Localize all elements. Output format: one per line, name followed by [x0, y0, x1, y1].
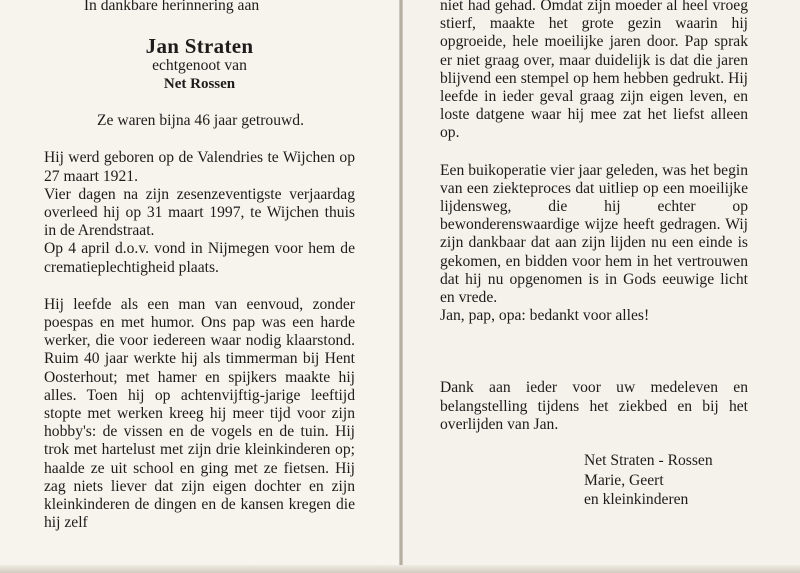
signature-line: Net Straten - Rossen: [584, 452, 713, 470]
right-page: [403, 0, 800, 573]
deceased-name: Jan Straten: [145, 34, 254, 59]
card-bottom-edge: [0, 565, 800, 573]
life-paragraph: Hij leefde als een man van eenvoud, zonder poespas en met humor. Ons pap was een harde werker, die voor iedereen waar nodig klaarstond. Ruim 40 jaar werkte hij als timmerman bij Hent Oosterhout; met hamer en spijkers maakte hij alles. Toen hij op achtenvijftig-jarige leeftijd stopte met werken kreeg hij meer tijd voor zijn hobby's: de vissen en de vogels en de tuin. Hij trok met hartelust met zijn drie kleinkinderen op; haalde ze uit school en ging met ze fietsen. Hij zag niets liever dat zijn eigen dochter en zijn kleinkinderen de dingen en de kansen kregen die hij zelf: [44, 295, 355, 532]
married-duration: Ze waren bijna 46 jaar getrouwd.: [97, 112, 304, 130]
right-page-content: [440, 0, 748, 510]
birth-paragraph: Hij werd geboren op de Valendries te Wijchen op 27 maart 1921.: [44, 149, 355, 185]
farewell-line: Jan, pap, opa: bedankt voor alles!: [440, 307, 650, 325]
signatures: [584, 451, 748, 510]
spouse-name: Net Rossen: [163, 76, 236, 93]
left-page: [0, 0, 399, 573]
intro-line: In dankbare herinnering aan: [83, 0, 260, 14]
continuation-paragraph: niet had gehad. Omdat zijn moeder al heel vroeg stierf, maakte het grote gezin waarin hij opgroeide, hele moeilijke jaren door. Pap sprak er niet graag over, maar duidelijk is dat die jaren blijvend een stempel op hem hebben gedrukt. Hij leefde in ieder geval graag zijn eigen leven, en loste datgene waar hij mee zat het liefst alleen op.: [440, 0, 748, 142]
death-paragraph: Vier dagen na zijn zesenzeventigste verjaardag overleed hij op 31 maart 1997, te Wijchen thuis in de Arendstraat.: [44, 185, 355, 240]
left-page-content: [44, 0, 355, 532]
spouse-intro: echtgenoot van: [152, 57, 247, 75]
thanks-paragraph: Dank aan ieder voor uw medeleven en belangstelling tijdens het ziekbed en bij het overlijden van Jan.: [440, 379, 748, 433]
illness-paragraph: Een buikoperatie vier jaar geleden, was het begin van een ziekteproces dat uitliep op een moeilijke lijdensweg, die hij echter op bewonderenswaardige wijze heeft gedragen. Wij zijn dankbaar dat aan zijn lijden nu een einde is gekomen, en bidden voor hem in het vertrouwen dat hij nu opgenomen is in Gods eeuwige licht en vrede.: [440, 161, 748, 307]
signature-line: Marie, Geert: [584, 471, 664, 489]
signature-line: en kleinkinderen: [584, 491, 689, 509]
cremation-paragraph: Op 4 april d.o.v. vond in Nijmegen voor hem de crematieplechtigheid plaats.: [44, 240, 355, 276]
